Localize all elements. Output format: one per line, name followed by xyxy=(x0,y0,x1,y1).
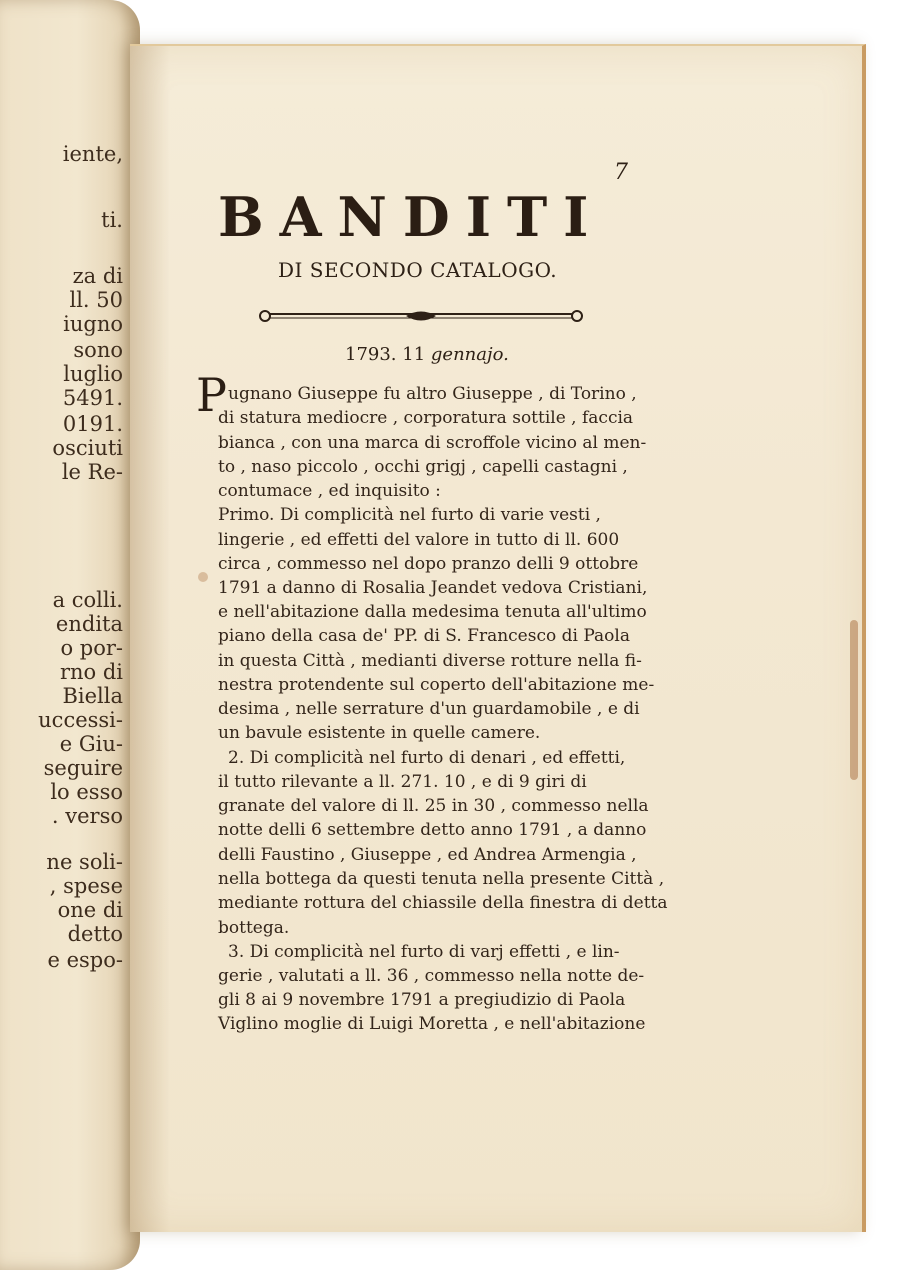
text-line: il tutto rilevante a ll. 271. 10 , e di 9 giri di xyxy=(218,772,587,792)
text-line: delli Faustino , Giuseppe , ed Andrea Armengia , xyxy=(218,845,637,865)
left-line: lo esso xyxy=(50,780,123,804)
left-line: luglio xyxy=(63,362,123,386)
text-line: contumace , ed inquisito : xyxy=(218,481,441,501)
text-line: in questa Città , medianti diverse rotture nella fi- xyxy=(218,651,642,671)
page-title: BANDITI xyxy=(218,185,605,249)
text-line: nella bottega da questi tenuta nella presente Città , xyxy=(218,869,665,889)
left-line: e espo- xyxy=(47,948,123,972)
page-number: 7 xyxy=(614,160,628,185)
page-subtitle: DI SECONDO CATALOGO. xyxy=(278,258,558,282)
edge-stain xyxy=(850,620,858,780)
left-line: iente, xyxy=(62,142,123,166)
left-page xyxy=(0,0,140,1270)
text-line: un bavule esistente in quelle camere. xyxy=(218,723,541,743)
text-line: granate del valore di ll. 25 in 30 , commesso nella xyxy=(218,796,649,816)
left-line: ti. xyxy=(101,208,123,232)
text-line: Viglino moglie di Luigi Moretta , e nell'abitazione xyxy=(218,1014,646,1034)
text-line: gerie , valutati a ll. 36 , commesso nella notte de- xyxy=(218,966,645,986)
text-line: mediante rottura del chiassile della finestra di detta xyxy=(218,893,668,913)
left-line: . verso xyxy=(51,804,123,828)
left-line: 5491. xyxy=(62,386,123,410)
left-line: seguire xyxy=(43,756,123,780)
left-line: rno di xyxy=(59,660,123,684)
left-line: ne soli- xyxy=(46,850,123,874)
text-line: bianca , con una marca di scroffole vicino al men- xyxy=(218,433,647,453)
left-line: osciuti xyxy=(52,436,123,460)
left-line: iugno xyxy=(63,312,123,336)
stain-mark xyxy=(198,572,208,582)
text-line: lingerie , ed effetti del valore in tutto di ll. 600 xyxy=(218,530,620,550)
text-line: e nell'abitazione dalla medesima tenuta all'ultimo xyxy=(218,602,647,622)
left-line: le Re- xyxy=(61,460,123,484)
date-numeral: 1793. 11 xyxy=(345,344,426,365)
left-line: a colli. xyxy=(52,588,123,612)
text-line: di statura mediocre , corporatura sottile , faccia xyxy=(218,408,634,428)
left-line: za di xyxy=(72,264,123,288)
text-line: ugnano Giuseppe fu altro Giuseppe , di Torino , xyxy=(228,384,637,404)
text-line: 2. Di complicità nel furto di denari , ed effetti, xyxy=(228,748,626,768)
left-line: o por- xyxy=(60,636,123,660)
left-line: detto xyxy=(67,922,123,946)
text-line: desima , nelle serrature d'un guardamobile , e di xyxy=(218,699,640,719)
ornament-divider-icon xyxy=(256,305,586,327)
left-line: 0191. xyxy=(62,412,123,436)
text-line: gli 8 ai 9 novembre 1791 a pregiudizio di Paola xyxy=(218,990,626,1010)
text-line: 1791 a danno di Rosalia Jeandet vedova Cristiani, xyxy=(218,578,648,598)
left-line: one di xyxy=(57,898,123,922)
text-line: bottega. xyxy=(218,918,290,938)
text-line: 3. Di complicità nel furto di varj effetti , e lin- xyxy=(228,942,620,962)
date-month: gennajo. xyxy=(430,344,509,365)
text-line: piano della casa de' PP. di S. Francesco di Paola xyxy=(218,626,630,646)
left-line: endita xyxy=(55,612,123,636)
left-line: uccessi- xyxy=(38,708,123,732)
left-line: e Giu- xyxy=(59,732,123,756)
text-line: nestra protendente sul coperto dell'abitazione me- xyxy=(218,675,655,695)
text-line: circa , commesso nel dopo pranzo delli 9 ottobre xyxy=(218,554,639,574)
drop-cap: P xyxy=(196,368,227,422)
left-line: Biella xyxy=(62,684,123,708)
left-line: , spese xyxy=(49,874,123,898)
left-line: ll. 50 xyxy=(69,288,123,312)
text-line: Primo. Di complicità nel furto di varie vesti , xyxy=(218,505,601,525)
date-line xyxy=(345,344,509,365)
text-line: notte delli 6 settembre detto anno 1791 , a danno xyxy=(218,820,647,840)
left-line: sono xyxy=(73,338,123,362)
text-line: to , naso piccolo , occhi grigj , capelli castagni , xyxy=(218,457,628,477)
